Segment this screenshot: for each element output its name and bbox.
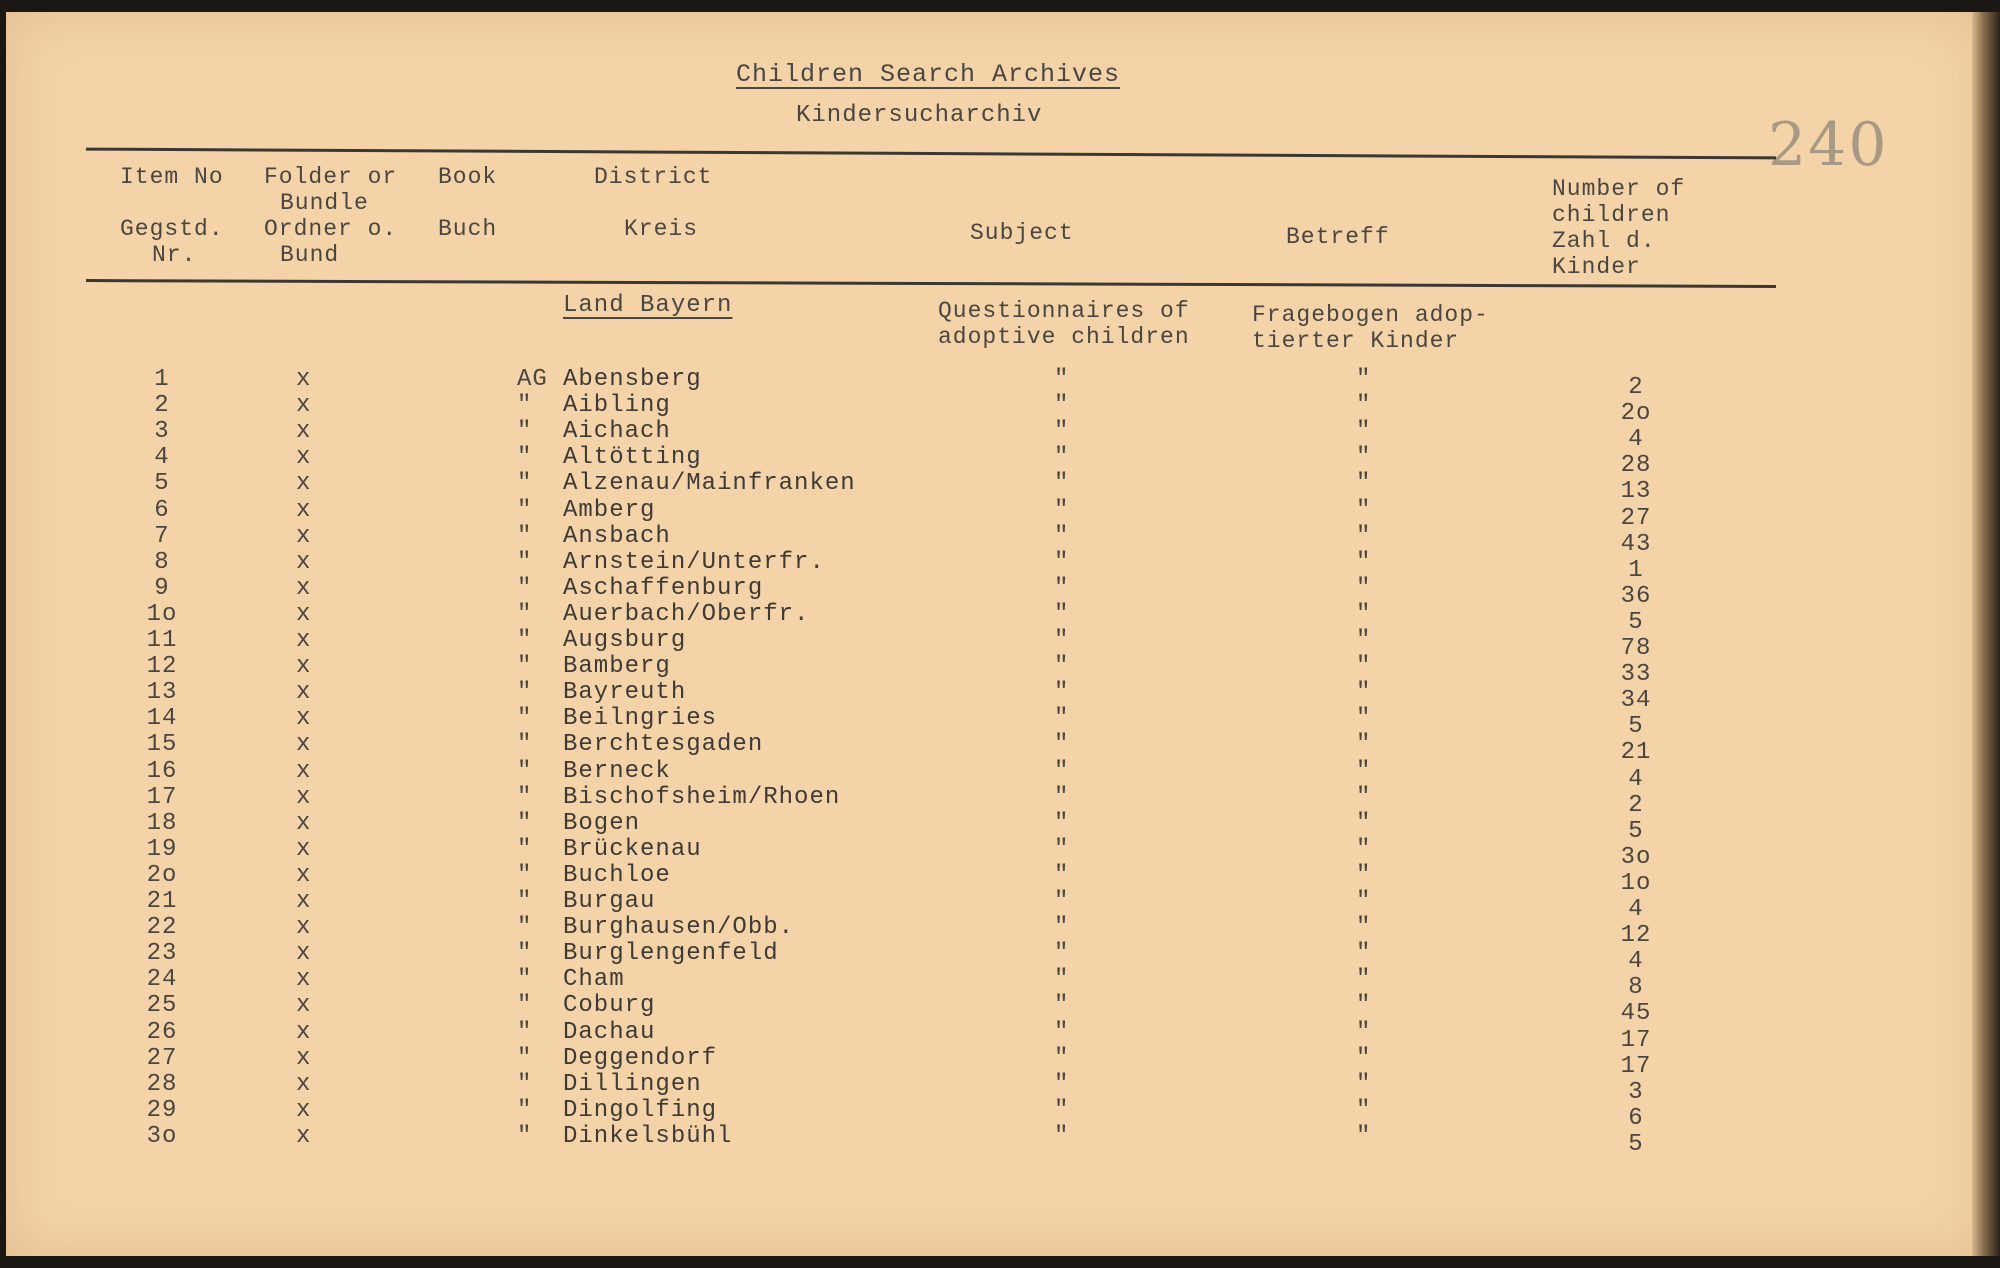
cell-betreff: " [1356, 392, 1372, 420]
cell-subject: " [1054, 653, 1070, 681]
header-bottom-rule [86, 279, 1776, 288]
header-folder-de-1: Ordner o. [264, 216, 398, 242]
cell-betreff: " [1356, 548, 1372, 576]
cell-number: 5 [1628, 817, 1644, 845]
table-row [6, 600, 1984, 636]
cell-betreff: " [1356, 679, 1372, 707]
cell-item: 25 [146, 992, 178, 1020]
cell-subject: " [1054, 809, 1070, 837]
cell-number: 17 [1620, 1026, 1652, 1054]
cell-number: 12 [1620, 922, 1652, 950]
header-folder-en-2: Bundle [280, 190, 369, 216]
cell-item: 14 [146, 705, 178, 733]
cell-district: Brückenau [563, 835, 702, 863]
cell-number: 45 [1620, 1000, 1652, 1028]
table-row [6, 783, 1984, 819]
cell-number: 36 [1620, 582, 1652, 610]
cell-subject: " [1054, 966, 1070, 994]
cell-district: Ansbach [563, 522, 671, 550]
cell-book: " [517, 470, 533, 498]
cell-subject: " [1054, 627, 1070, 654]
cell-district: Cham [563, 966, 625, 994]
cell-folder: x [296, 861, 312, 889]
cell-folder: x [296, 914, 312, 942]
cell-subject: " [1054, 705, 1070, 733]
header-number-1: Number of [1552, 176, 1686, 202]
cell-district: Buchloe [563, 861, 671, 889]
cell-district: Aibling [563, 392, 671, 420]
cell-betreff: " [1356, 522, 1372, 550]
cell-subject: " [1054, 470, 1070, 498]
cell-subject: " [1054, 992, 1070, 1020]
cell-district: Bayreuth [563, 679, 687, 707]
header-district-en: District [594, 164, 713, 190]
cell-folder: x [296, 444, 312, 472]
cell-betreff: " [1356, 914, 1372, 942]
cell-book: " [517, 940, 533, 968]
cell-subject: " [1054, 392, 1070, 420]
cell-folder: x [296, 470, 312, 498]
table-row [6, 809, 1984, 845]
cell-item: 16 [146, 757, 178, 785]
cell-subject: " [1054, 574, 1070, 602]
cell-number: 33 [1620, 661, 1652, 689]
cell-folder: x [296, 809, 312, 837]
table-row [6, 470, 1984, 506]
cell-folder: x [296, 548, 312, 576]
header-number-3: Zahl d. [1552, 228, 1656, 254]
cell-number: 5 [1628, 608, 1644, 636]
cell-district: Beilngries [563, 705, 718, 733]
table-row [6, 366, 1984, 401]
cell-folder: x [296, 705, 312, 733]
header-district-de: Kreis [624, 216, 699, 242]
cell-item: 1 [154, 366, 170, 393]
cell-betreff: " [1356, 444, 1372, 472]
cell-district: Bogen [563, 809, 641, 837]
cell-folder: x [296, 1018, 312, 1046]
cell-folder: x [296, 392, 312, 420]
table-row [6, 1018, 1984, 1054]
cell-book: " [517, 496, 533, 524]
cell-district: Burglengenfeld [563, 940, 779, 968]
cell-betreff: " [1356, 418, 1372, 446]
cell-subject: " [1054, 600, 1070, 628]
section-land: Land Bayern [563, 292, 733, 319]
cell-betreff: " [1356, 1044, 1372, 1072]
cell-betreff: " [1356, 888, 1372, 915]
cell-subject: " [1054, 1096, 1070, 1124]
cell-district: Dingolfing [563, 1096, 718, 1124]
cell-book: " [517, 861, 533, 889]
cell-folder: x [296, 366, 312, 393]
cell-district: Berneck [563, 757, 671, 785]
cell-number: 13 [1620, 478, 1652, 506]
header-subject-de: Betreff [1286, 224, 1390, 250]
table-row [6, 627, 1984, 662]
cell-book: " [517, 1122, 533, 1150]
cell-folder: x [296, 940, 312, 968]
cell-number: 1 [1628, 556, 1644, 584]
header-item-en: Item No [120, 164, 224, 190]
cell-district: Burgau [563, 888, 656, 915]
cell-subject: " [1054, 731, 1070, 759]
cell-subject: " [1054, 861, 1070, 889]
cell-folder: x [296, 653, 312, 681]
cell-number: 3 [1628, 1078, 1644, 1106]
section-betreff-2: tierter Kinder [1252, 328, 1460, 354]
cell-number: 2 [1628, 791, 1644, 819]
cell-subject: " [1054, 548, 1070, 576]
cell-district: Alzenau/Mainfranken [563, 470, 856, 498]
table-row [6, 1122, 1984, 1158]
cell-district: Bischofsheim/Rhoen [563, 783, 841, 811]
table-row [6, 522, 1984, 558]
cell-item: 3 [154, 418, 170, 446]
cell-item: 11 [146, 627, 178, 654]
cell-subject: " [1054, 496, 1070, 524]
cell-number: 4 [1628, 765, 1644, 793]
section-betreff-1: Fragebogen adop- [1252, 302, 1489, 328]
cell-item: 12 [146, 653, 178, 681]
table-row [6, 392, 1984, 428]
cell-item: 9 [154, 574, 170, 602]
cell-district: Deggendorf [563, 1044, 718, 1072]
cell-subject: " [1054, 522, 1070, 550]
cell-betreff: " [1356, 574, 1372, 602]
cell-folder: x [296, 600, 312, 628]
cell-district: Aichach [563, 418, 671, 446]
header-number-4: Kinder [1552, 254, 1641, 280]
cell-book: " [517, 627, 533, 654]
cell-number: 2o [1620, 400, 1652, 428]
cell-district: Coburg [563, 992, 656, 1020]
page-number-stamp: 240 [1768, 110, 1889, 180]
cell-book: AG [517, 366, 548, 393]
page-edge [1972, 12, 2000, 1256]
cell-book: " [517, 1018, 533, 1046]
cell-subject: " [1054, 1044, 1070, 1072]
table-row [6, 940, 1984, 976]
cell-book: " [517, 783, 533, 811]
cell-betreff: " [1356, 783, 1372, 811]
cell-district: Aschaffenburg [563, 574, 764, 602]
cell-book: " [517, 914, 533, 942]
cell-betreff: " [1356, 600, 1372, 628]
cell-subject: " [1054, 444, 1070, 472]
header-top-rule [86, 148, 1776, 160]
cell-district: Amberg [563, 496, 656, 524]
cell-folder: x [296, 1122, 312, 1150]
table-row [6, 888, 1984, 923]
cell-item: 1o [146, 600, 178, 628]
cell-subject: " [1054, 835, 1070, 863]
cell-subject: " [1054, 418, 1070, 446]
cell-betreff: " [1356, 1122, 1372, 1150]
cell-folder: x [296, 992, 312, 1020]
cell-item: 22 [146, 914, 178, 942]
cell-number: 21 [1620, 739, 1652, 767]
cell-item: 7 [154, 522, 170, 550]
cell-item: 8 [154, 548, 170, 576]
cell-subject: " [1054, 1070, 1070, 1098]
cell-betreff: " [1356, 940, 1372, 968]
cell-book: " [517, 600, 533, 628]
cell-betreff: " [1356, 366, 1372, 393]
cell-folder: x [296, 574, 312, 602]
table-row [6, 861, 1984, 897]
cell-betreff: " [1356, 627, 1372, 654]
cell-book: " [517, 418, 533, 446]
cell-folder: x [296, 1096, 312, 1124]
cell-item: 26 [146, 1018, 178, 1046]
section-subject-2: adoptive children [938, 324, 1190, 350]
cell-number: 5 [1628, 1130, 1644, 1158]
cell-district: Augsburg [563, 627, 687, 654]
cell-subject: " [1054, 1018, 1070, 1046]
cell-book: " [517, 444, 533, 472]
cell-number: 4 [1628, 896, 1644, 923]
cell-book: " [517, 757, 533, 785]
cell-item: 15 [146, 731, 178, 759]
section-subject-1: Questionnaires of [938, 298, 1190, 324]
cell-betreff: " [1356, 861, 1372, 889]
cell-district: Auerbach/Oberfr. [563, 600, 810, 628]
cell-betreff: " [1356, 835, 1372, 863]
cell-book: " [517, 705, 533, 733]
table-row [6, 679, 1984, 715]
cell-number: 17 [1620, 1052, 1652, 1080]
cell-item: 6 [154, 496, 170, 524]
cell-item: 3o [146, 1122, 178, 1150]
cell-item: 5 [154, 470, 170, 498]
cell-number: 3o [1620, 843, 1652, 871]
cell-item: 28 [146, 1070, 178, 1098]
cell-book: " [517, 1070, 533, 1098]
header-folder-en-1: Folder or [264, 164, 398, 190]
header-book-en: Book [438, 164, 498, 190]
cell-folder: x [296, 783, 312, 811]
cell-betreff: " [1356, 1070, 1372, 1098]
cell-item: 18 [146, 809, 178, 837]
cell-number: 27 [1620, 504, 1652, 532]
cell-number: 2 [1628, 374, 1644, 401]
cell-number: 28 [1620, 452, 1652, 480]
cell-betreff: " [1356, 809, 1372, 837]
table-row [6, 1044, 1984, 1080]
cell-book: " [517, 835, 533, 863]
table-row [6, 835, 1984, 871]
cell-folder: x [296, 757, 312, 785]
cell-betreff: " [1356, 757, 1372, 785]
cell-subject: " [1054, 940, 1070, 968]
cell-item: 17 [146, 783, 178, 811]
cell-item: 24 [146, 966, 178, 994]
cell-book: " [517, 679, 533, 707]
cell-district: Bamberg [563, 653, 671, 681]
header-item-de-1: Gegstd. [120, 216, 224, 242]
cell-subject: " [1054, 914, 1070, 942]
cell-subject: " [1054, 366, 1070, 393]
cell-subject: " [1054, 888, 1070, 915]
table-row [6, 705, 1984, 741]
cell-number: 34 [1620, 687, 1652, 715]
cell-number: 43 [1620, 530, 1652, 558]
cell-district: Berchtesgaden [563, 731, 764, 759]
table-row [6, 914, 1984, 950]
cell-folder: x [296, 522, 312, 550]
cell-betreff: " [1356, 1018, 1372, 1046]
cell-betreff: " [1356, 1096, 1372, 1124]
document-page [6, 12, 1984, 1256]
header-subject-en: Subject [970, 220, 1074, 246]
cell-subject: " [1054, 679, 1070, 707]
cell-book: " [517, 522, 533, 550]
cell-number: 78 [1620, 635, 1652, 662]
document-subtitle: Kindersucharchiv [796, 102, 1043, 129]
cell-folder: x [296, 1044, 312, 1072]
cell-folder: x [296, 627, 312, 654]
cell-folder: x [296, 679, 312, 707]
cell-betreff: " [1356, 992, 1372, 1020]
cell-item: 23 [146, 940, 178, 968]
cell-book: " [517, 809, 533, 837]
cell-item: 13 [146, 679, 178, 707]
table-row [6, 574, 1984, 610]
cell-subject: " [1054, 783, 1070, 811]
table-row [6, 992, 1984, 1028]
cell-book: " [517, 392, 533, 420]
header-number-2: children [1552, 202, 1671, 228]
cell-betreff: " [1356, 470, 1372, 498]
cell-book: " [517, 653, 533, 681]
header-folder-de-2: Bund [280, 242, 340, 268]
cell-folder: x [296, 731, 312, 759]
cell-number: 6 [1628, 1104, 1644, 1132]
table-row [6, 548, 1984, 584]
cell-book: " [517, 888, 533, 915]
cell-book: " [517, 1044, 533, 1072]
cell-number: 8 [1628, 974, 1644, 1002]
cell-item: 21 [146, 888, 178, 915]
cell-district: Dachau [563, 1018, 656, 1046]
table-row [6, 731, 1984, 767]
cell-book: " [517, 966, 533, 994]
cell-item: 2o [146, 861, 178, 889]
cell-district: Altötting [563, 444, 702, 472]
cell-item: 4 [154, 444, 170, 472]
table-row [6, 1070, 1984, 1106]
cell-book: " [517, 548, 533, 576]
cell-book: " [517, 574, 533, 602]
table-row [6, 496, 1984, 532]
document-title: Children Search Archives [736, 60, 1121, 89]
cell-betreff: " [1356, 496, 1372, 524]
cell-district: Burghausen/Obb. [563, 914, 795, 942]
cell-item: 19 [146, 835, 178, 863]
cell-folder: x [296, 418, 312, 446]
cell-betreff: " [1356, 705, 1372, 733]
table-row [6, 653, 1984, 689]
cell-betreff: " [1356, 966, 1372, 994]
table-row [6, 966, 1984, 1002]
table-row [6, 444, 1984, 480]
cell-folder: x [296, 888, 312, 915]
cell-folder: x [296, 835, 312, 863]
cell-folder: x [296, 1070, 312, 1098]
cell-subject: " [1054, 757, 1070, 785]
cell-district: Dillingen [563, 1070, 702, 1098]
cell-book: " [517, 992, 533, 1020]
cell-number: 5 [1628, 713, 1644, 741]
table-row [6, 418, 1984, 454]
cell-book: " [517, 731, 533, 759]
table-row [6, 757, 1984, 793]
cell-item: 29 [146, 1096, 178, 1124]
cell-number: 1o [1620, 869, 1652, 897]
cell-folder: x [296, 496, 312, 524]
cell-item: 27 [146, 1044, 178, 1072]
cell-district: Dinkelsbühl [563, 1122, 733, 1150]
cell-folder: x [296, 966, 312, 994]
cell-subject: " [1054, 1122, 1070, 1150]
header-item-de-2: Nr. [152, 242, 197, 268]
cell-number: 4 [1628, 948, 1644, 976]
cell-district: Abensberg [563, 366, 702, 393]
cell-betreff: " [1356, 731, 1372, 759]
cell-item: 2 [154, 392, 170, 420]
cell-book: " [517, 1096, 533, 1124]
table-row [6, 1096, 1984, 1132]
cell-betreff: " [1356, 653, 1372, 681]
cell-district: Arnstein/Unterfr. [563, 548, 825, 576]
cell-number: 4 [1628, 426, 1644, 454]
header-book-de: Buch [438, 216, 498, 242]
